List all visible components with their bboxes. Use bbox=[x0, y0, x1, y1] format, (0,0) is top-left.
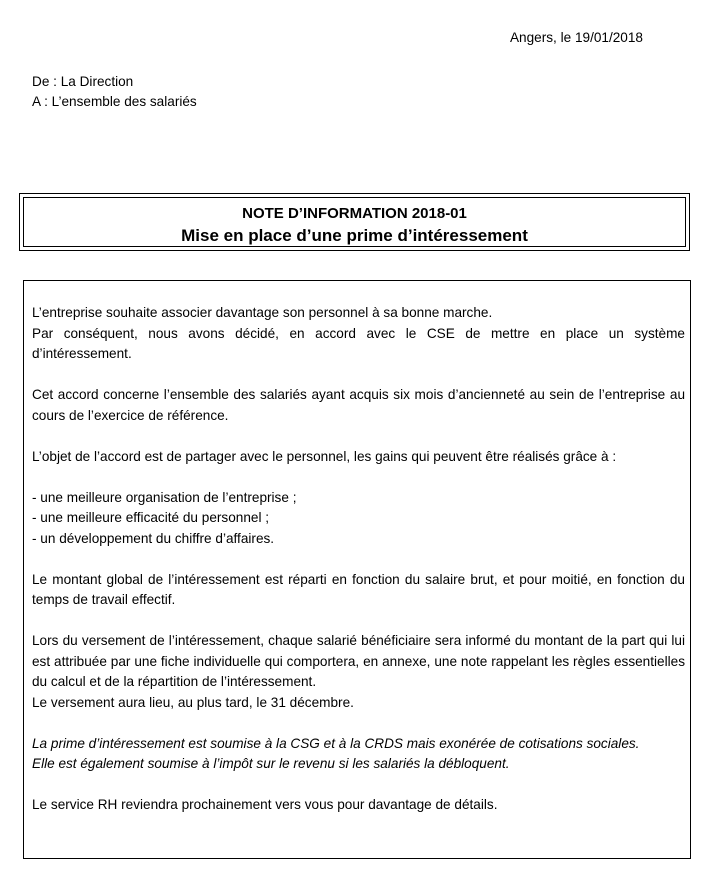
paragraph-4: Le montant global de l’intéressement est réparti en fonction du salaire brut, et pour moitié, en fonction du temps de travail effectif. bbox=[32, 571, 685, 607]
paragraph-7: Le service RH reviendra prochainement vers vous pour davantage de détails. bbox=[32, 797, 498, 812]
paragraph-5b: Le versement aura lieu, au plus tard, le 31 décembre. bbox=[32, 694, 354, 710]
paragraph-6a: La prime d’intéressement est soumise à la CSG et à la CRDS mais exonérée de cotisations sociales. bbox=[32, 735, 640, 751]
from-line: De : La Direction bbox=[32, 74, 134, 89]
paragraph-2: Cet accord concerne l’ensemble des salariés ayant acquis six mois d’ancienneté au sein de l’entreprise au cours de l’exercice de référence. bbox=[32, 387, 685, 423]
sender-recipient-block bbox=[32, 72, 197, 112]
to-line: A : L’ensemble des salariés bbox=[32, 94, 197, 109]
place-date: Angers, le 19/01/2018 bbox=[509, 30, 643, 45]
list-item: - une meilleure organisation de l’entreprise ; bbox=[32, 489, 297, 505]
list-item: - une meilleure efficacité du personnel ; bbox=[32, 510, 270, 525]
body-content bbox=[32, 303, 685, 816]
paragraph-5a: Lors du versement de l’intéressement, chaque salarié bénéficiaire sera informé du montant de la part qui lui est attribuée par une fiche individuelle qui comportera, en annexe, une note rappelant les règles essentielles du calcul et de la répartition de l’intéressement. bbox=[32, 633, 685, 689]
note-subject: Mise en place d’une prime d’intéressement bbox=[181, 226, 528, 245]
title-box bbox=[19, 193, 690, 251]
paragraph-3: L’objet de l’accord est de partager avec le personnel, les gains qui peuvent être réalisés grâce à : bbox=[32, 448, 617, 464]
paragraph-1a: L’entreprise souhaite associer davantage son personnel à sa bonne marche. bbox=[32, 305, 493, 320]
note-number: NOTE D’INFORMATION 2018-01 bbox=[242, 205, 467, 222]
title-inner-border bbox=[23, 197, 686, 247]
paragraph-6b: Elle est également soumise à l’impôt sur le revenu si les salariés la débloquent. bbox=[32, 756, 510, 771]
paragraph-1b: Par conséquent, nous avons décidé, en accord avec le CSE de mettre en place un système d’intéressement. bbox=[32, 325, 685, 361]
body-box bbox=[23, 280, 691, 859]
list-item: - un développement du chiffre d’affaires. bbox=[32, 530, 275, 546]
